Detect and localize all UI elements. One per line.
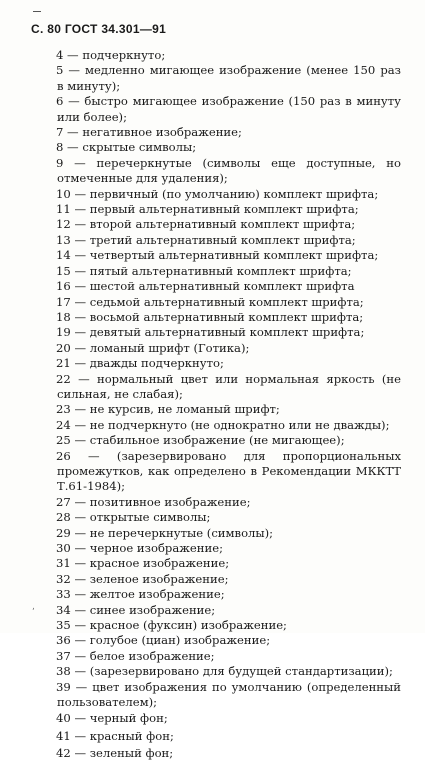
list-content [31,48,401,763]
list-item: 31 — красное изображение; [56,556,230,571]
list-item: 39 — цвет изображения по умолчанию (определенный пользователем); [56,679,401,710]
list-item: 4 — подчеркнуто; [56,48,166,62]
list-item: 27 — позитивное изображение; [56,494,251,509]
list-item: 9 — перечеркнутые (символы еще доступные, но отмеченные для удаления); [56,155,401,186]
list-item: 34 — синее изображение; [56,602,216,617]
list-item: 21 — дважды подчеркнуто; [56,356,224,371]
list-item: 32 — зеленое изображение; [56,571,229,586]
list-item: 28 — открытые символы; [56,510,211,525]
page-corner-mark [33,11,41,12]
list-item: 19 — девятый альтернативный комплект шрифта; [56,325,365,340]
list-item: 5 — медленно мигающее изображение (менее 150 раз в минуту); [56,63,401,93]
list-item: 42 — зеленый фон; [56,746,174,761]
list-item: 25 — стабильное изображение (не мигающее); [56,433,345,448]
list-item: 8 — скрытые символы; [56,140,197,155]
list-item: 17 — седьмой альтернативный комплект шрифта; [56,294,364,309]
list-item: 16 — шестой альтернативный комплект шрифта [56,279,355,294]
list-item: 40 — черный фон; [56,711,168,726]
list-item: 22 — нормальный цвет или нормальная яркость (не сильная, не слабая); [56,371,401,401]
list-item: 33 — желтое изображение; [56,587,225,602]
list-item: 18 — восьмой альтернативный комплект шрифта; [56,309,364,324]
list-item: 15 — пятый альтернативный комплект шрифта; [56,263,352,278]
list-item: 36 — голубое (циан) изображение; [56,633,271,648]
list-item: 13 — третий альтернативный комплект шрифта; [56,232,356,247]
list-item: 23 — не курсив, не ломаный шрифт; [56,402,280,417]
list-item: 35 — красное (фуксин) изображение; [56,618,287,633]
list-item: 29 — не перечеркнутые (символы); [56,525,274,540]
list-item: 30 — черное изображение; [56,541,224,555]
list-item: 11 — первый альтернативный комплект шрифта; [56,202,359,217]
list-item: 10 — первичный (по умолчанию) комплект шрифта; [56,186,379,201]
list-item: 26 — (зарезервировано для пропорциональных промежутков, как определено в Рекомендации МККТТ Т.61-1984); [56,448,401,494]
page-bottom-mark: , [32,602,35,612]
list-item: 7 — негативное изображение; [56,125,242,140]
list-item: 14 — четвертый альтернативный комплект шрифта; [56,248,379,263]
list-item: 12 — второй альтернативный комплект шрифта; [56,217,356,232]
list-item: 37 — белое изображение; [56,648,215,663]
list-item: 6 — быстро мигающее изображение (150 раз в минуту или более); [56,94,401,124]
list-item: 38 — (зарезервировано для будущей стандартизации); [56,664,393,679]
list-item: 41 — красный фон; [56,728,174,743]
page-header: С. 80 ГОСТ 34.301—91 [31,22,167,36]
list-item: 20 — ломаный шрифт (Готика); [56,340,250,355]
list-item: 24 — не подчеркнуто (не однократно или не дважды); [56,417,390,432]
